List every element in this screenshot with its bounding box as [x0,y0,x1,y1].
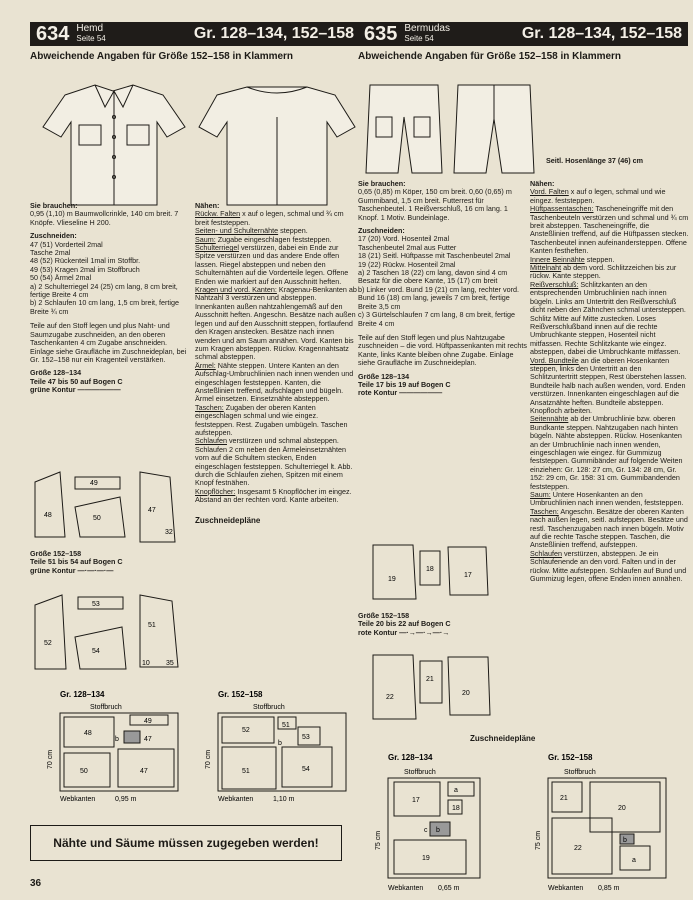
pattern-pieces-152 [30,587,195,677]
seam-allowance-notice: Nähte und Säume müssen zugegeben werden! [30,825,342,861]
piece-label: 52 [44,640,52,647]
piece-label: 47 [148,507,156,514]
cut-line: Taschenbeutel 2mal aus Futter [358,242,457,252]
sew-step: Taschen: Zugaben der oberen Kanten eingeschlagen schmal und wie eingez. feststeppen. Rest. Zugaben umbügeln. Taschen aufsteppen. [195,402,348,437]
plan-dimension: 70 cm [205,749,212,769]
pattern-header [358,22,688,46]
plan-selvedge: Webkanten [218,796,254,803]
sew-title: Nähen: [530,179,555,188]
cut-line: 49 (53) Kragen 2mal im Stoffbruch [30,264,140,274]
size-sheet: Teile 17 bis 19 auf Bogen C [358,379,451,389]
cut-line: b) Linker vord. Bund 19 (21) cm lang, rechter vord. Bund 16 (18) cm lang, jeweils 7 cm breit, fertige Breite 3,5 cm [358,284,519,311]
size-sheet: Teile 20 bis 22 auf Bogen C [358,619,451,629]
piece-label: 19 [388,576,396,583]
plan-size: Gr. 152–158 [548,753,593,762]
size-title: Größe 128–134 [358,371,410,381]
pattern-635-column [358,22,689,892]
sew-title: Nähen: [195,201,220,210]
cut-line: 48 (52) Rückenteil 1mal im Stoffbr. [30,256,141,266]
piece-label: 17 [464,572,472,579]
sew-step: Reißverschluß: Schlitzkanten an den entsprechenden Umbruchlinien nach innen bügeln. Links am Untertritt den Reißverschluß dicht neben den Zähnchen schmal untersteppen. Schlitz Mitte auf Mitte zustecken. Loses Reißverschlußband innen auf die rechte Umbruchkante steppen, Hosenteil nicht mitfassen. Rechte Schlitzkante wie eingez. absteppen, dabei die Umbruchkante mitfassen. [530,279,686,357]
size-sheet: Teile 51 bis 54 auf Bogen C [30,557,123,567]
size-contour: grüne Kontur —————— [30,385,121,395]
piece-label: 49 [90,480,98,487]
size-contour: grüne Kontur —·—·—·— [30,565,114,575]
plan-fold: Stoffbruch [253,704,285,711]
piece-label: 18 [426,566,434,573]
piece-label: 32 [165,529,173,536]
plan-piece: 18 [452,805,460,812]
pattern-634-column [30,22,360,803]
piece-label: 20 [462,690,470,697]
plan-piece: b [436,827,440,834]
plan-piece: c [424,827,428,834]
sew-step: Vord. Falten x auf o legen, schmal und wie eingez. feststeppen. [530,187,666,205]
plan-fold: Stoffbruch [90,704,122,711]
piece-label: 50 [93,515,101,522]
need-title: Sie brauchen: [358,179,406,188]
plan-dimension: 75 cm [535,830,542,850]
cut-line: Tasche 2mal [30,248,71,258]
cutting-plan-128 [368,750,518,900]
plan-selvedge: Webkanten [548,885,584,892]
cut-line: a) 2 Taschen 18 (22) cm lang, davon sind 4 cm Besatz für die obere Kante, 15 (17) cm breit [358,268,508,286]
plan-width: 1,10 m [273,796,295,803]
cutting-plan-152 [198,687,353,812]
piece-label: 53 [92,601,100,608]
sew-step: Saum: Untere Hosenkanten an den Umbruchlinien nach innen wenden, feststeppen. [530,490,684,508]
plan-piece: b [115,736,119,743]
cutting-plan-title: Zuschneidepläne [195,515,261,525]
sew-step: Rückw. Falten x auf o legen, schmal und ¾ cm breit feststeppen. [195,209,344,227]
pattern-page-ref: Seite 54 [404,34,434,43]
plan-piece: b [278,740,282,747]
plan-piece: 21 [560,795,568,802]
sew-step: Vord. Bundteile an die oberen Hosenkanten steppen, links den Untertritt an den Schlitzuntertritt steppen, Rest überstehen lassen. Bundteile halb nach außen wenden, vord. Enden verstürzen. Innenkanten eingeschlagen auf die Ansatznähte heften. Bundteile absteppen. Knopfloch arbeiten. [530,355,687,415]
pattern-name: Bermudas [404,23,450,34]
plan-piece: 17 [412,797,420,804]
pattern-number: 634 [36,22,70,45]
cut-line: 17 (20) Vord. Hosenteil 2mal [358,234,450,244]
plan-piece: 48 [84,730,92,737]
sew-step: Saum: Zugabe eingeschlagen feststeppen. [195,234,332,244]
plan-dimension: 70 cm [47,749,54,769]
need-title: Sie brauchen: [30,201,78,210]
cut-line: 50 (54) Ärmel 2mal [30,273,92,283]
piece-label: 10 [142,660,150,667]
plan-width: 0,65 m [438,885,460,892]
plan-piece: 22 [574,845,582,852]
plan-piece: 52 [242,727,250,734]
size-contour: rote Kontur —·→—·→—·→ [358,627,450,637]
plan-selvedge: Webkanten [60,796,96,803]
plan-piece: 19 [422,855,430,862]
cut-title: Zuschneiden: [30,231,77,241]
right-text-block [358,180,528,398]
cut-note: Teile auf den Stoff legen und plus Naht- und Saumzugabe zuschneiden, an den oberen Taschenkanten 4 cm Zugabe anschneiden. Einlage siehe Graufläche im Zuschneideplan, bei Gr. 152–158 nur ein Kragenteil verstärken. [30,321,187,364]
plan-size: Gr. 152–158 [218,690,263,699]
sew-step: Innere Beinnähte steppen. [530,254,615,264]
plan-dimension: 75 cm [375,830,382,850]
pattern-name: Hemd [76,23,104,34]
shirt-back-illustration [195,77,360,212]
sew-instructions [195,202,358,525]
piece-label: 35 [166,660,174,667]
plan-size: Gr. 128–134 [388,753,433,762]
left-text-block [30,202,192,395]
cut-title: Zuschneiden: [358,226,405,236]
side-length: Seitl. Hosenlänge 37 (46) cm [546,156,644,165]
pattern-header [30,22,360,46]
deviation-note: Abweichende Angaben für Größe 152–158 in Klammern [358,51,622,62]
size-title: Größe 128–134 [30,368,82,378]
cutting-plan-152 [528,750,688,900]
pattern-number: 635 [364,22,398,45]
sew-step: Seitennähte ab der Umbruchlinie bzw. oberen Bundkante steppen. Nahtzugaben nach hinten bügeln. Nähte absteppen. Rückw. Hosenkanten an der Umbruchlinie nach innen wenden, eingeschlagen wie eingez. für Gummizug feststeppen. Gummibänder auf folgende Weiten einziehen: Gr. 128: 27 cm, Gr. 134: 28 cm, Gr. 152: 29 cm, Gr. 158: 31 cm. Gummibandenden feststeppen. [530,414,683,491]
plan-piece: 47 [140,768,148,775]
sew-step: Mittelnaht ab dem vord. Schlitzzeichen bis zur rückw. Kante steppen. [530,263,677,281]
plan-piece: a [454,787,458,794]
plan-piece: a [632,857,636,864]
need-text: 0,95 (1,10) m Baumwollcrinkle, 140 cm breit. 7 Knöpfe. Vlieseline H 200. [30,209,179,227]
piece-label: 22 [386,694,394,701]
piece-label: 21 [426,676,434,683]
sew-step: Hüftpassentaschen: Tascheneingriffe mit den Taschenbeuteln verstürzen und schmal und ¾ cm breit absteppen. Tascheneingriffe, die Ansteßlinien treffend, auf die Hüftpassen stecken. Taschenbeutel innen aufeinandersteppen. Offene Kanten festheften. [530,204,689,256]
plan-piece: 54 [302,766,310,773]
pattern-pieces-128 [358,537,528,607]
sew-step: Ärmel: Nähte steppen. Untere Kanten an den Aufschlag-Umbruchlinien nach innen wenden und eingeschlagen feststeppen. Kanten, die Ansteßlinien treffend, aufschlagen und bügeln. Ärmel einsetzen. Einsetznähte absteppen. [195,360,354,404]
sew-step: Knopflöcher: Insgesamt 5 Knopflöcher im eingez. Abstand an der rechten vord. Kante arbeiten. [195,486,352,505]
plan-piece: b [623,837,627,844]
piece-label: 48 [44,512,52,519]
cut-line: 18 (21) Seitl. Hüftpasse mit Taschenbeutel 2mal [358,251,511,261]
plan-size: Gr. 128–134 [60,690,105,699]
piece-label: 54 [92,648,100,655]
plan-piece: 47 [144,736,152,743]
deviation-note: Abweichende Angaben für Größe 152–158 in Klammern [30,51,294,62]
cut-note: Teile auf den Stoff legen und plus Nahtzugabe zuschneiden – die vord. Hüftpassenkanten mit rechts Kante, links Kante bleiben ohne Zugabe. Einlage siehe Graufläche im Zuschneideplan. [358,332,528,368]
sew-step: Schlaufen verstürzen, absteppen. Je ein Schlaufenende an den vord. Falten und in der rückw. Mitte aufsteppen. Schlaufen auf Bund und Gummizug legen, offene Enden innen annähen. [530,548,687,584]
piece-label: 51 [148,622,156,629]
plan-width: 0,95 m [115,796,137,803]
cut-line: c) 3 Gürtelschlaufen 7 cm lang, 8 cm breit, fertige Breite 4 cm [358,310,515,328]
sew-step: Taschen: Angeschn. Besätze der oberen Kanten nach außen legen, seitl. aufsteppen. Besätze und restl. Taschenzugaben nach innen bügeln. Motiv auf die rechte Tasche steppen. Taschen, die Ansteßlinien treffend, aufsteppen. [530,506,688,550]
plan-piece: 20 [618,805,626,812]
sew-step: Schulterriegel verstürzen, dabei ein Ende zur Spitze verstürzen und das andere Ende offen lassen. Riegel absteppen und neben den Schulternähten auf die Vorderteile legen. Offene Enden wie markiert auf den Ausschnitt heften. [195,243,349,286]
plan-fold: Stoffbruch [564,769,596,776]
plan-fold: Stoffbruch [404,769,436,776]
plan-piece: 53 [302,734,310,741]
plan-width: 0,85 m [598,885,620,892]
pattern-sizes: Gr. 128–134, 152–158 [521,25,682,42]
sew-step: Kragen und vord. Kanten: Kragenau-Benkanten ab Nahtzahl 3 verstürzen und absteppen. Innenkanten außen nahtzahlengemäß auf den Ausschnitt heften. Angeschn. Besätze nach außen legen und auf den Ausschnitt steppen, fortlaufend den Kragen anstecken. Besätze nach innen wenden und am Saum annähen. Vord. Kanten bis zum Kragen absteppen. Rückw. Kragennahtsatz schmal absteppen. [195,285,357,362]
plan-piece: 51 [282,722,290,729]
cut-line: a) 2 Schulterriegel 24 (25) cm lang, 8 cm breit, fertige Breite 4 cm [30,281,178,300]
cutting-plan-title: Zuschneidepläne [470,734,536,743]
sew-step: Schlaufen verstürzen und schmal absteppen. Schlaufen 2 cm neben den Ärmeleinsetznähten vorn auf die Schultern stecken, Enden eingeschlagen feststeppen. Schulterriegel lt. Abb. durch die Schlaufen ziehen, Spitzen mit einem Knopf festnähen. [195,436,353,488]
plan-selvedge: Webkanten [388,885,424,892]
sew-step: Seiten- und Schulternähte steppen. [195,226,308,236]
sew-instructions [530,180,690,584]
size-sheet: Teile 47 bis 50 auf Bogen C [30,376,123,386]
need-text: 0,65 (0,85) m Köper, 150 cm breit. 0,60 (0,65) m Gummiband, 1,5 cm breit. Futterrest für Taschenbeutel. 1 Reißverschluß, 16 cm lang. 1 Knopf. 1 Motiv. Bundeinlage. [358,187,512,222]
pattern-pieces-128 [30,462,195,547]
plan-piece: 49 [144,718,152,725]
pattern-page-ref: Seite 54 [76,34,106,43]
pattern-pieces-152 [358,647,528,727]
cut-line: 47 (51) Vorderteil 2mal [30,239,103,249]
size-title: Größe 152–158 [30,549,82,558]
pattern-sizes: Gr. 128–134, 152–158 [193,25,354,42]
cutting-plan-128 [40,687,190,812]
size-title: Größe 152–158 [358,611,410,620]
size-contour: rote Kontur —————— [358,388,443,398]
cut-line: 19 (22) Rückw. Hosenteil 2mal [358,259,456,269]
cut-line: b) 2 Schlaufen 10 cm lang, 1,5 cm breit, fertige Breite ¾ cm [30,298,180,316]
plan-piece: 51 [242,768,250,775]
page-number: 36 [30,878,42,889]
plan-piece: 50 [80,768,88,775]
